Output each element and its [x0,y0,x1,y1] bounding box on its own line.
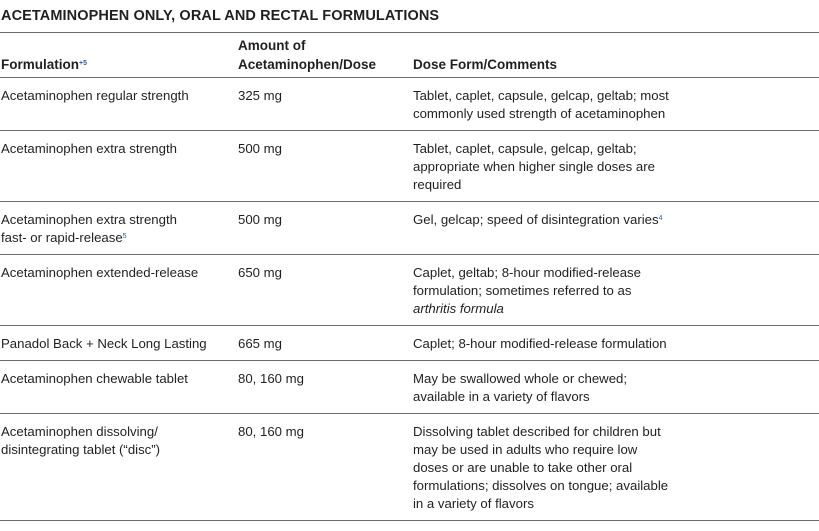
cell-amount: 325 mg [237,78,412,131]
cell-amount: 665 mg [237,326,412,361]
cell-amount: 500 mg [237,202,412,255]
cell-comments: Caplet, geltab; 8-hour modified-release formulation; sometimes referred to as arthritis formula [412,255,819,326]
cell-formulation: Acetaminophen regular strength [0,78,237,131]
table-row [0,361,819,414]
cell-amount: 650 mg [237,255,412,326]
cell-comments: May be swallowed whole or chewed; available in a variety of flavors [412,361,819,414]
cell-formulation: Acetaminophen extended-release [0,255,237,326]
table-row [0,78,819,131]
header-comments: Dose Form/Comments [412,33,819,78]
cell-formulation: Acetaminophen dissolving/ disintegrating tablet (“disc”) [0,414,237,521]
cell-amount: 80, 160 mg [237,414,412,521]
header-formulation: Formulation$^{+5}$ [0,33,237,78]
header-row [0,33,819,78]
table-title: ACETAMINOPHEN ONLY, ORAL AND RECTAL FORMULATIONS [0,0,819,33]
table-row [0,202,819,255]
table-row [0,131,819,202]
cell-amount: 500 mg [237,131,412,202]
cell-comments: Dissolving tablet described for children but may be used in adults who require low doses or are unable to take other oral formulations; dissolves on tongue; available in a variety of flavors [412,414,819,521]
footnote-ref: 4 [658,215,663,222]
cell-comments: Caplet; 8-hour modified-release formulation [412,326,819,361]
table-row [0,326,819,361]
cell-formulation: Acetaminophen chewable tablet [0,361,237,414]
cell-amount: 80, 160 mg [237,361,412,414]
cell-formulation: Acetaminophen extra strength [0,131,237,202]
italic-term: arthritis formula [413,301,504,316]
cell-formulation: Panadol Back + Neck Long Lasting [0,326,237,361]
table-row [0,414,819,521]
cell-formulation: Acetaminophen extra strength fast- or rapid-release$^5$ [0,202,237,255]
header-amount: Amount of Acetaminophen/Dose [237,33,412,78]
footnote-ref: 5 [122,233,127,240]
header-formulation-refs: +5 [79,60,87,67]
cell-comments: Tablet, caplet, capsule, gelcap, geltab; most commonly used strength of acetaminophen [412,78,819,131]
table-row [0,255,819,326]
cell-comments: Tablet, caplet, capsule, gelcap, geltab; appropriate when higher single doses are required [412,131,819,202]
cell-comments: Gel, gelcap; speed of disintegration varies$^4$ [412,202,819,255]
formulations-table [0,33,819,521]
